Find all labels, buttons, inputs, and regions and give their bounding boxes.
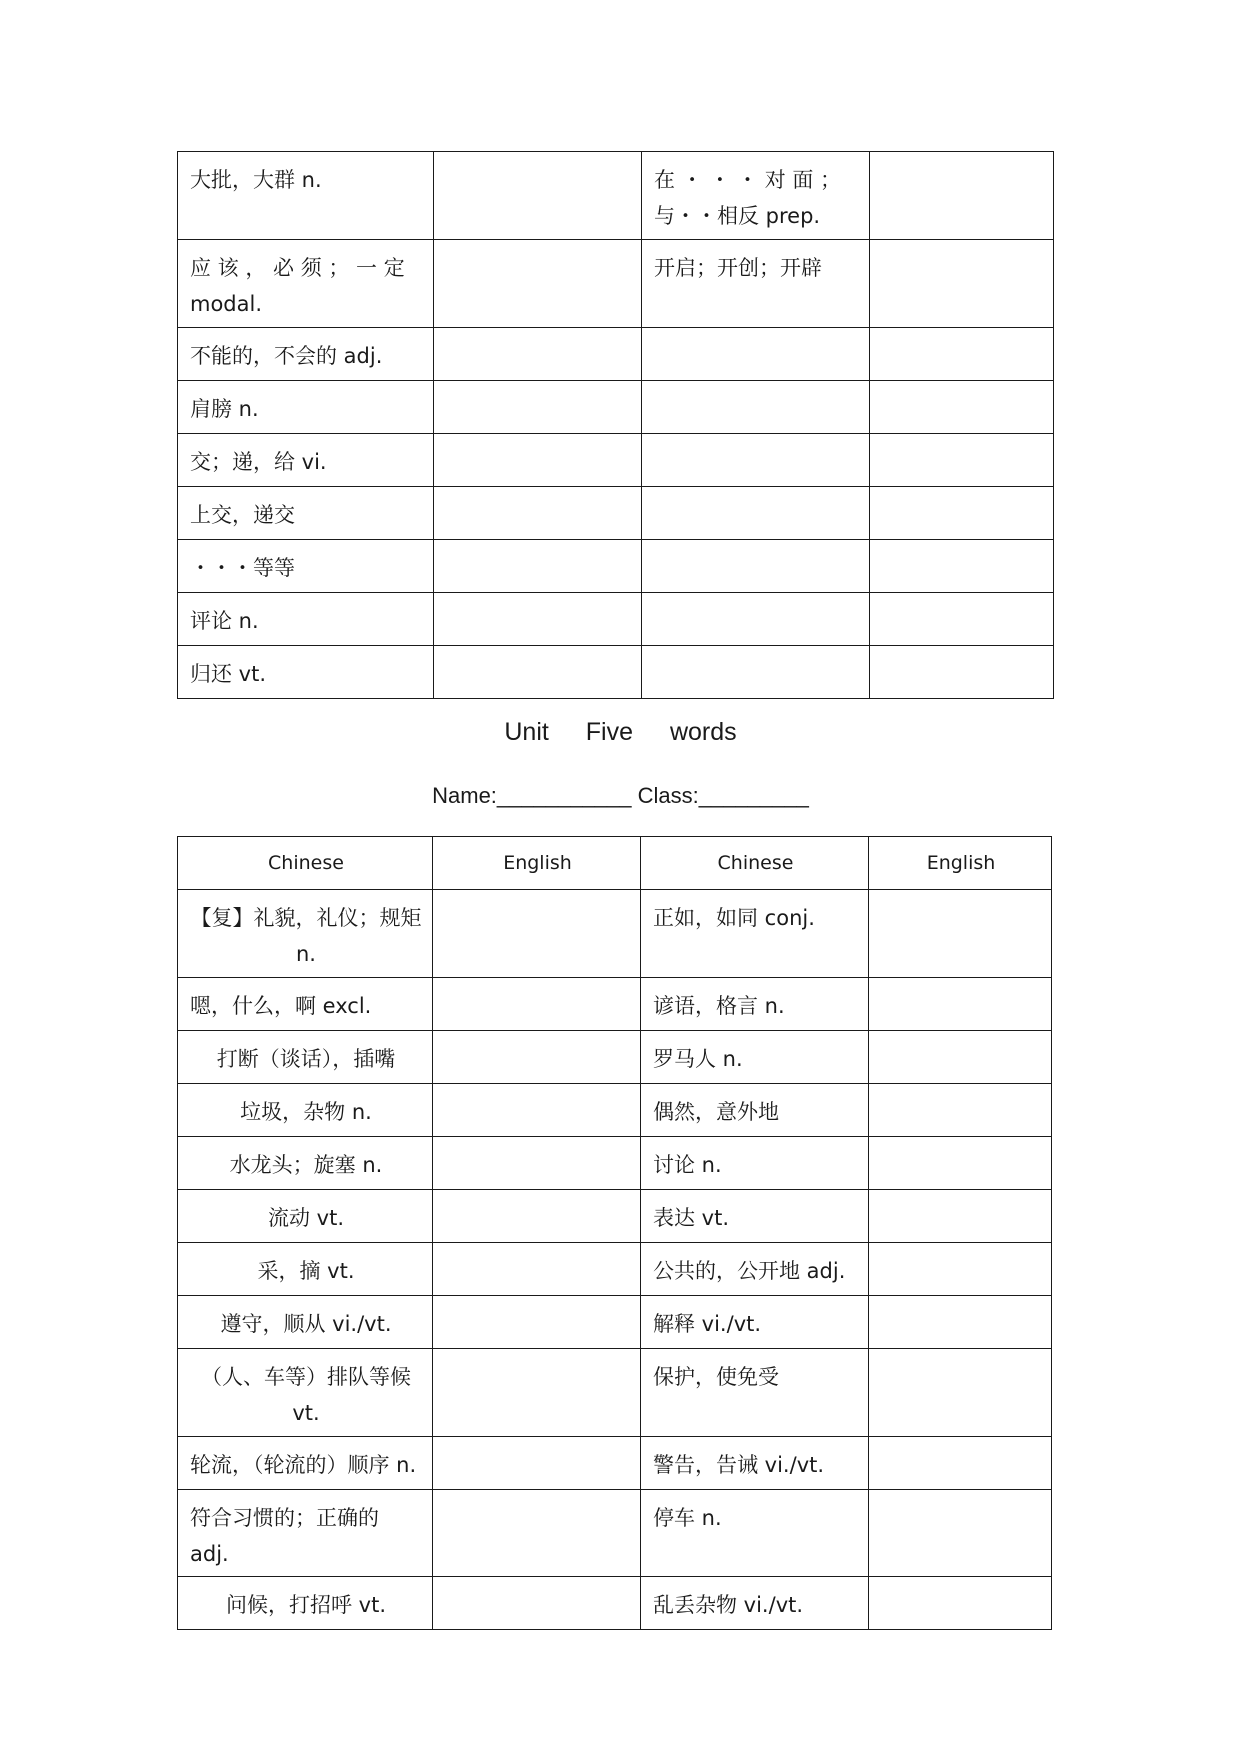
chinese-cell: 乱丢杂物 vi./vt. xyxy=(641,1577,869,1630)
chinese-cell: 在 ・ ・ ・ 对 面 ；与・・相反 prep. xyxy=(642,152,870,240)
chinese-cell: （人、车等）排队等候 vt. xyxy=(178,1349,433,1437)
chinese-cell: 解释 vi./vt. xyxy=(641,1296,869,1349)
column-header-english: English xyxy=(869,837,1052,890)
english-answer-cell[interactable] xyxy=(870,593,1054,646)
chinese-cell: 符合习惯的；正确的 adj. xyxy=(178,1490,433,1577)
english-answer-cell[interactable] xyxy=(869,1490,1052,1577)
table-row xyxy=(178,1137,1052,1190)
table-row xyxy=(178,328,1054,381)
chinese-cell: 保护，使免受 xyxy=(641,1349,869,1437)
english-answer-cell[interactable] xyxy=(869,1349,1052,1437)
chinese-cell: 表达 vt. xyxy=(641,1190,869,1243)
table-row xyxy=(178,1349,1052,1437)
english-answer-cell[interactable] xyxy=(870,240,1054,328)
chinese-cell xyxy=(642,646,870,699)
chinese-cell: 大批，大群 n. xyxy=(178,152,434,240)
english-answer-cell[interactable] xyxy=(869,978,1052,1031)
chinese-cell: 罗马人 n. xyxy=(641,1031,869,1084)
english-answer-cell[interactable] xyxy=(433,1190,641,1243)
column-header-english: English xyxy=(433,837,641,890)
english-answer-cell[interactable] xyxy=(869,890,1052,978)
chinese-cell: 公共的，公开地 adj. xyxy=(641,1243,869,1296)
english-answer-cell[interactable] xyxy=(870,540,1054,593)
english-answer-cell[interactable] xyxy=(869,1437,1052,1490)
chinese-cell: 打断（谈话），插嘴 xyxy=(178,1031,433,1084)
column-header-chinese: Chinese xyxy=(641,837,869,890)
english-answer-cell[interactable] xyxy=(433,1137,641,1190)
english-answer-cell[interactable] xyxy=(433,890,641,978)
english-answer-cell[interactable] xyxy=(869,1084,1052,1137)
english-answer-cell[interactable] xyxy=(433,1031,641,1084)
column-header-chinese: Chinese xyxy=(178,837,433,890)
chinese-cell: 偶然，意外地 xyxy=(641,1084,869,1137)
table-row xyxy=(178,1577,1052,1630)
english-answer-cell[interactable] xyxy=(434,646,642,699)
english-answer-cell[interactable] xyxy=(870,152,1054,240)
table-row xyxy=(178,240,1054,328)
chinese-cell: 水龙头；旋塞 n. xyxy=(178,1137,433,1190)
english-answer-cell[interactable] xyxy=(433,1437,641,1490)
chinese-cell: 轮流，（轮流的）顺序 n. xyxy=(178,1437,433,1490)
chinese-cell: 肩膀 n. xyxy=(178,381,434,434)
english-answer-cell[interactable] xyxy=(434,328,642,381)
table-row xyxy=(178,1437,1052,1490)
table-row xyxy=(178,1296,1052,1349)
chinese-cell: 正如，如同 conj. xyxy=(641,890,869,978)
vocab-table-unit-five xyxy=(177,836,1052,1630)
chinese-cell: 讨论 n. xyxy=(641,1137,869,1190)
chinese-cell: 采，摘 vt. xyxy=(178,1243,433,1296)
english-answer-cell[interactable] xyxy=(433,1490,641,1577)
english-answer-cell[interactable] xyxy=(434,152,642,240)
english-answer-cell[interactable] xyxy=(434,381,642,434)
chinese-cell xyxy=(642,593,870,646)
english-answer-cell[interactable] xyxy=(869,1296,1052,1349)
chinese-cell: 问候，打招呼 vt. xyxy=(178,1577,433,1630)
english-answer-cell[interactable] xyxy=(870,646,1054,699)
english-answer-cell[interactable] xyxy=(869,1577,1052,1630)
table-row xyxy=(178,646,1054,699)
english-answer-cell[interactable] xyxy=(433,1577,641,1630)
table-row xyxy=(178,487,1054,540)
table-row xyxy=(178,434,1054,487)
chinese-cell: 【复】礼貌，礼仪；规矩 n. xyxy=(178,890,433,978)
chinese-cell: 谚语，格言 n. xyxy=(641,978,869,1031)
english-answer-cell[interactable] xyxy=(869,1137,1052,1190)
english-answer-cell[interactable] xyxy=(869,1031,1052,1084)
chinese-cell: 警告，告诫 vi./vt. xyxy=(641,1437,869,1490)
table-row xyxy=(178,540,1054,593)
table-row xyxy=(178,152,1054,240)
chinese-cell xyxy=(642,381,870,434)
chinese-cell: ・・・等等 xyxy=(178,540,434,593)
english-answer-cell[interactable] xyxy=(433,1349,641,1437)
english-answer-cell[interactable] xyxy=(433,1084,641,1137)
chinese-cell: 归还 vt. xyxy=(178,646,434,699)
english-answer-cell[interactable] xyxy=(434,240,642,328)
vocab-table-continued xyxy=(177,151,1054,699)
english-answer-cell[interactable] xyxy=(434,593,642,646)
english-answer-cell[interactable] xyxy=(869,1190,1052,1243)
chinese-cell: 不能的，不会的 adj. xyxy=(178,328,434,381)
english-answer-cell[interactable] xyxy=(434,487,642,540)
chinese-cell: 遵守，顺从 vi./vt. xyxy=(178,1296,433,1349)
unit-title: Unit Five words xyxy=(504,718,737,746)
table-row xyxy=(178,1243,1052,1296)
english-answer-cell[interactable] xyxy=(870,328,1054,381)
chinese-cell: 应 该 ， 必 须 ； 一 定 modal. xyxy=(178,240,434,328)
table-row xyxy=(178,1084,1052,1137)
table-header-row xyxy=(178,837,1052,890)
chinese-cell xyxy=(642,540,870,593)
chinese-cell: 停车 n. xyxy=(641,1490,869,1577)
chinese-cell xyxy=(642,328,870,381)
chinese-cell: 开启；开创；开辟 xyxy=(642,240,870,328)
table-row xyxy=(178,978,1052,1031)
english-answer-cell[interactable] xyxy=(433,978,641,1031)
chinese-cell: 评论 n. xyxy=(178,593,434,646)
table-row xyxy=(178,1190,1052,1243)
chinese-cell: 嗯，什么，啊 excl. xyxy=(178,978,433,1031)
table-row xyxy=(178,890,1052,978)
chinese-cell xyxy=(642,434,870,487)
table-row xyxy=(178,381,1054,434)
english-answer-cell[interactable] xyxy=(870,434,1054,487)
english-answer-cell[interactable] xyxy=(433,1296,641,1349)
english-answer-cell[interactable] xyxy=(434,540,642,593)
table-row xyxy=(178,1490,1052,1577)
english-answer-cell[interactable] xyxy=(870,381,1054,434)
chinese-cell: 流动 vt. xyxy=(178,1190,433,1243)
table-row xyxy=(178,593,1054,646)
chinese-cell: 交；递，给 vi. xyxy=(178,434,434,487)
chinese-cell xyxy=(642,487,870,540)
english-answer-cell[interactable] xyxy=(870,487,1054,540)
english-answer-cell[interactable] xyxy=(869,1243,1052,1296)
english-answer-cell[interactable] xyxy=(433,1243,641,1296)
chinese-cell: 上交，递交 xyxy=(178,487,434,540)
english-answer-cell[interactable] xyxy=(434,434,642,487)
table-row xyxy=(178,1031,1052,1084)
name-class-line: Name:___________ Class:_________ xyxy=(432,783,809,808)
chinese-cell: 垃圾，杂物 n. xyxy=(178,1084,433,1137)
